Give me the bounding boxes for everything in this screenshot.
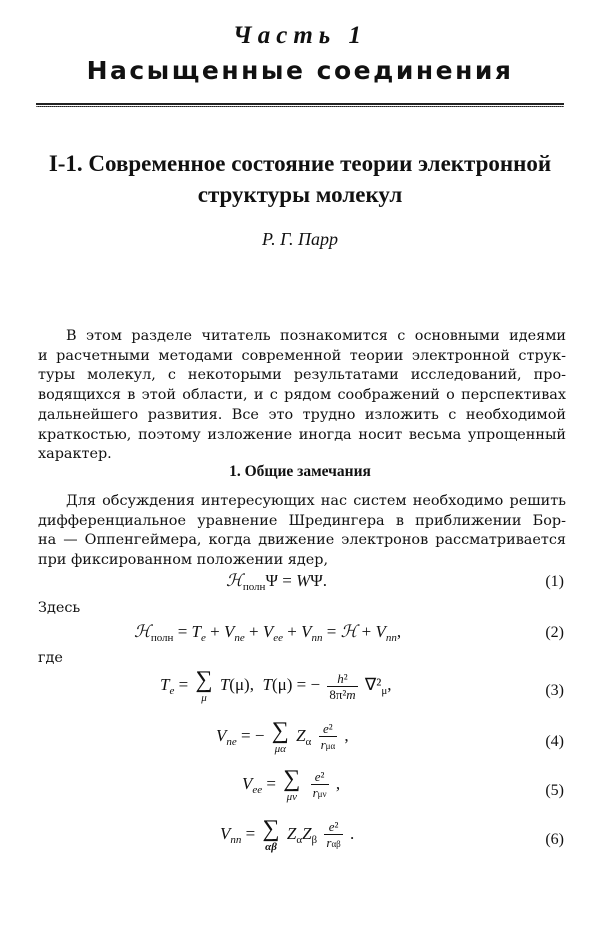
text-line: Для обсуждения интересующих нас систем необходимо решить [66, 493, 566, 509]
sum-limit: μα [274, 743, 286, 755]
section-paragraph [38, 492, 566, 571]
sum-limit: μ [201, 692, 207, 704]
equation-number-6: (6) [545, 831, 564, 848]
fraction: $\frac{\text{e²}}{\text{rμν}}$ [312, 768, 327, 800]
part-label: Часть 1 [233, 22, 367, 49]
word-here: Здесь [38, 600, 81, 616]
text-line: водящихся в этой области, и с рядом соображений о перспективах [38, 387, 566, 404]
equation-3: $T_e$ = ∑ μ T(μ), T(μ) = − $\frac{\text{h²}}{\text{8π²m}}$ $\nabla^2_\mu$, [160, 667, 392, 704]
equation-number-3: (3) [545, 682, 564, 699]
subscript-poln: полн [242, 581, 266, 593]
word-where: где [38, 650, 63, 666]
subscript-poln: полн [150, 632, 174, 644]
text-line: при фиксированном положении ядер, [38, 552, 329, 569]
equation-2: ℋ$_{полн}$ = $T_e + V_{ne} + V_{ee} + V_{nn}$ = ℋ + $V_{nn}$, [134, 622, 402, 644]
fraction: $\frac{\text{e²}}{\text{rαβ}}$ [326, 818, 341, 850]
text-line: дифференциальное уравнение Шредингера в приближении Бор- [38, 512, 566, 529]
equation-number-1: (1) [545, 573, 564, 590]
summation-sign: ∑ μ [195, 667, 213, 704]
fraction: $\frac{\text{h²}}{\text{8π²m}}$ [329, 670, 356, 702]
equation-number-5: (5) [545, 782, 564, 799]
intro-paragraph [38, 327, 566, 465]
header-divider [36, 103, 564, 107]
fraction: $\frac{\text{e²}}{\text{rμα}}$ [320, 720, 336, 752]
text-line: краткостью, поэтому изложение иногда носит весьма упрощенный [38, 426, 566, 443]
text-line: на — Оппенгеймера, когда движение электронов рассматривается [38, 532, 566, 549]
part-title: Насыщенные соединения [86, 56, 514, 85]
text-line: В этом разделе читатель познакомится с основными идеями [66, 328, 566, 344]
sum-limit: μν [286, 791, 297, 803]
equation-6: $V_{nn}$ = ∑ αβ $Z_\alpha Z_\beta$ $\frac{\text{e²}}{\text{rαβ}}$ . [220, 816, 355, 853]
summation-sign: ∑ μν [283, 766, 301, 803]
chapter-title [30, 148, 570, 210]
section-heading: 1. Общие замечания [229, 463, 371, 480]
summation-sign: ∑ μα [271, 718, 289, 755]
chapter-title-line-1: I-1. Современное состояние теории электронной [48, 151, 552, 176]
text-line: дальнейшего развития. Все это трудно изложить с необходимой [38, 406, 566, 423]
sum-limit: αβ [265, 841, 277, 853]
text-line: характер. [38, 446, 112, 463]
equation-4: $V_{ne}$ = − ∑ μα $Z_\alpha$ $\frac{\text{e²}}{\text{rμα}}$ , [216, 718, 349, 755]
equation-number-2: (2) [545, 624, 564, 641]
text-line: туры молекул, с некоторыми результатами исследований, про- [38, 367, 566, 384]
equation-5: $V_{ee}$ = ∑ μν $\frac{\text{e²}}{\text{rμν}}$ , [242, 766, 341, 803]
equation-1: ℋ$_{полн}$Ψ = WΨ. [226, 571, 328, 593]
chapter-title-line-2: структуры молекул [197, 182, 403, 207]
equation-number-4: (4) [545, 733, 564, 750]
author: Р. Г. Парр [261, 229, 339, 249]
summation-sign: ∑ αβ [262, 816, 280, 853]
text-line: и расчетными методами современной теории электронной струк- [38, 347, 566, 364]
